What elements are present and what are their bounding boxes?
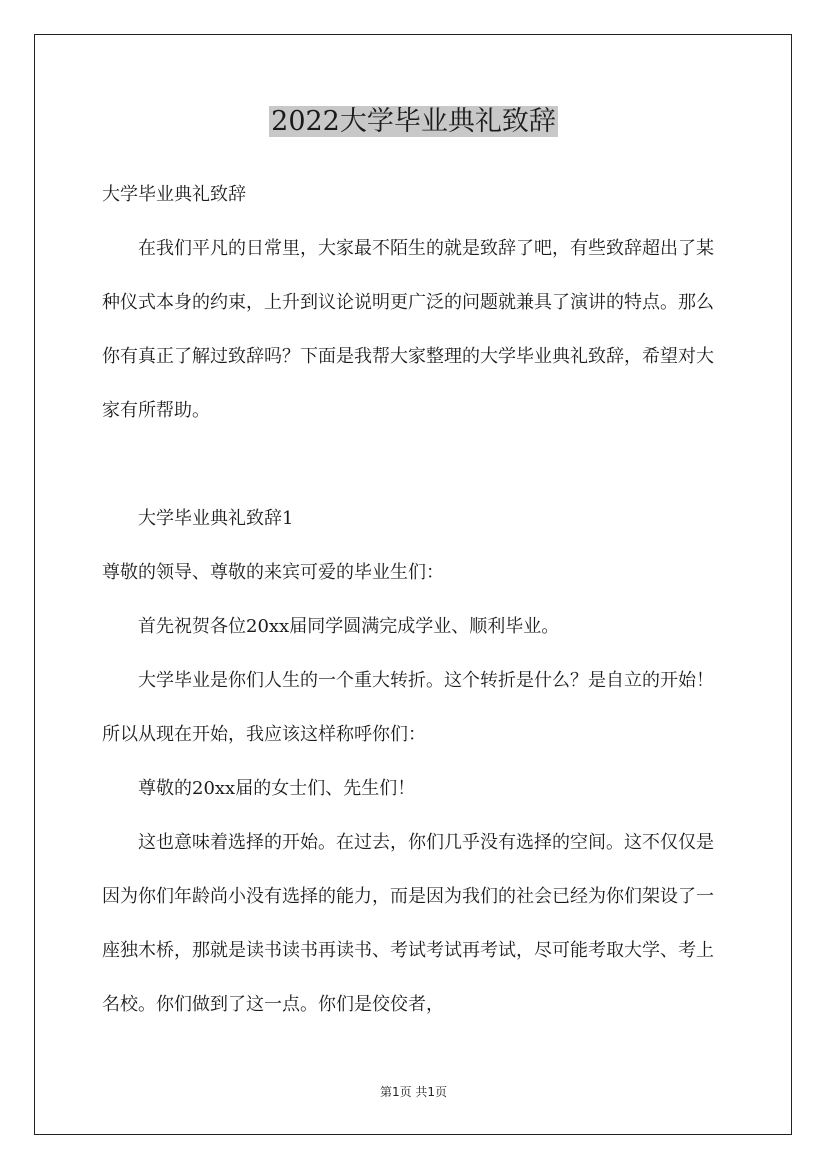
- paragraph-congratulation: 首先祝贺各位20xx届同学圆满完成学业、顺利毕业。: [138, 616, 560, 637]
- page-footer: 第1页 共1页: [379, 1085, 448, 1099]
- section-heading: 大学毕业典礼致辞1: [138, 508, 294, 529]
- title-highlight: 2022大学毕业典礼致辞: [271, 106, 556, 137]
- paragraph-intro: 在我们平凡的日常里，大家最不陌生的就是致辞了吧，有些致辞超出了某种仪式本身的约束，上升到议论说明更广泛的问题就兼具了演讲的特点。那么你有真正了解过致辞吗？下面是我帮大家整理的大学毕业典礼致辞，希望对大家有所帮助。: [102, 238, 714, 421]
- paragraph-subtitle: 大学毕业典礼致辞: [102, 184, 246, 205]
- blank-line: [102, 438, 727, 492]
- paragraph-address: 尊敬的20xx届的女士们、先生们！: [138, 778, 416, 799]
- paragraph-choice: 这也意味着选择的开始。在过去，你们几乎没有选择的空间。这不仅仅是因为你们年龄尚小没有选择的能力，而是因为我们的社会已经为你们架设了一座独木桥，那就是读书读书再读书、考试考试再考试，尽可能考取大学、考上名校。你们做到了这一点。你们是佼佼者，: [102, 832, 714, 1015]
- document-body: [102, 168, 727, 1032]
- document-title: [0, 100, 827, 144]
- paragraph-salutation: 尊敬的领导、尊敬的来宾可爱的毕业生们：: [102, 562, 444, 583]
- paragraph-turning-point: 大学毕业是你们人生的一个重大转折。这个转折是什么？是自立的开始！所以从现在开始，我应该这样称呼你们：: [102, 670, 714, 745]
